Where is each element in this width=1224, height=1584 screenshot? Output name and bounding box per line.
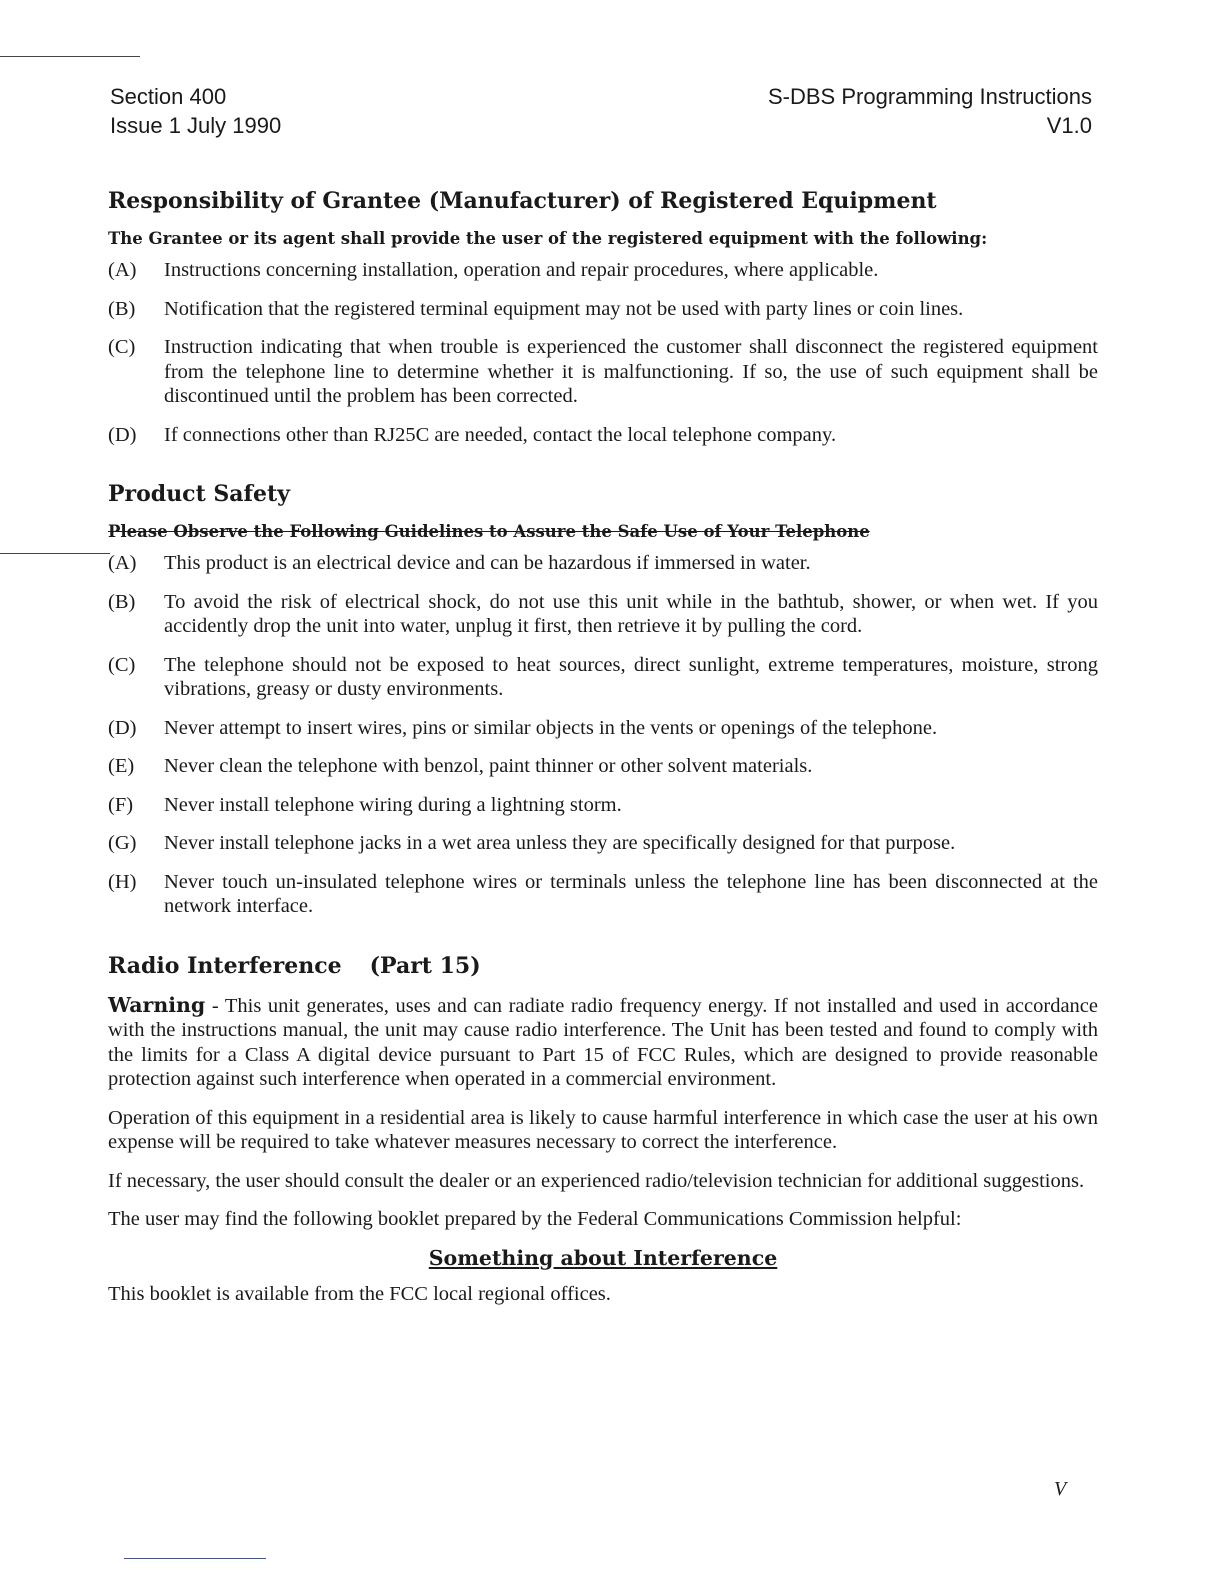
- header-left: [110, 82, 281, 140]
- issue-date: Issue 1 July 1990: [110, 113, 282, 138]
- scan-line-strike: [0, 553, 110, 554]
- item-text: Notification that the registered terminal equipment may not be used with party lines or coin lines.: [164, 297, 964, 320]
- warning-text: - This unit generates, uses and can radiate radio frequency energy. If not installed and used in accordance with the instructions manual, the unit may cause radio interference. The Unit has been tested and found to comply with the limits for a Class A digital device pursuant to Part 15 of FCC Rules, which are designed to provide reasonable protection against such interference when operated in a commercial environment.: [108, 994, 1098, 1090]
- list-item: [108, 831, 1098, 856]
- list-item: [108, 653, 1098, 702]
- safety-heading: Product Safety: [108, 481, 290, 507]
- item-label: (F): [108, 793, 134, 816]
- scan-line-bottom: [124, 1558, 266, 1559]
- booklet-intro: The user may find the following booklet prepared by the Federal Communications Commission helpful:: [108, 1208, 962, 1230]
- item-label: (E): [108, 755, 135, 777]
- item-label: (D): [108, 716, 137, 739]
- warning-paragraph: [108, 993, 1098, 1092]
- safety-section: [108, 479, 1098, 919]
- booklet-availability: This booklet is available from the FCC local regional offices.: [108, 1283, 611, 1305]
- item-text: Instruction indicating that when trouble is experienced the customer shall disconnect the registered equipment from the telephone line to determine whether it is malfunctioning. If so, the use of such equipment shall be discontinued until the problem has been corrected.: [164, 336, 1098, 407]
- item-label: (B): [108, 297, 136, 320]
- item-text: Never attempt to insert wires, pins or similar objects in the vents or openings of the telephone.: [164, 716, 938, 739]
- safety-intro: Please Observe the Following Guidelines to Assure the Safe Use of Your Telephone: [108, 522, 870, 541]
- item-label: (C): [108, 336, 136, 358]
- item-text: Never touch un-insulated telephone wires or terminals unless the telephone line has been disconnected at the network interface.: [164, 870, 1098, 917]
- radio-section: [108, 951, 1098, 1307]
- list-item: [108, 551, 1098, 576]
- responsibility-intro: The Grantee or its agent shall provide the user of the registered equipment with the following:: [108, 229, 988, 248]
- page-content: [108, 186, 1098, 1339]
- list-item: [108, 716, 1098, 741]
- item-label: (A): [108, 259, 137, 281]
- responsibility-heading: Responsibility of Grantee (Manufacturer) of Registered Equipment: [108, 188, 937, 214]
- document-title: S-DBS Programming Instructions: [768, 84, 1092, 109]
- list-item: [108, 297, 1098, 322]
- item-text: Never install telephone jacks in a wet area unless they are specifically designed for that purpose.: [164, 832, 956, 854]
- list-item: [108, 590, 1098, 639]
- item-text: The telephone should not be exposed to heat sources, direct sunlight, extreme temperatures, moisture, strong vibrations, greasy or dusty environments.: [164, 653, 1098, 700]
- item-label: (D): [108, 423, 137, 446]
- page-number: V: [1054, 1478, 1067, 1500]
- section-number: Section 400: [110, 84, 227, 109]
- item-text: To avoid the risk of electrical shock, do not use this unit while in the bathtub, shower, or when wet. If you accidently drop the unit into water, unplug it first, then retrieve it by pulling the cord.: [164, 590, 1098, 637]
- header-right: [768, 82, 1092, 140]
- list-item: [108, 870, 1098, 919]
- item-text: If connections other than RJ25C are needed, contact the local telephone company.: [164, 423, 837, 446]
- consult-paragraph: If necessary, the user should consult the dealer or an experienced radio/television technician for additional suggestions.: [108, 1169, 1085, 1192]
- item-text: Never install telephone wiring during a lightning storm.: [164, 793, 622, 816]
- radio-heading-main: Radio Interference: [108, 952, 342, 979]
- list-item: [108, 258, 1098, 283]
- list-item: [108, 423, 1098, 448]
- item-label: (C): [108, 653, 136, 676]
- scan-line-top: [0, 56, 140, 57]
- list-item: [108, 754, 1098, 779]
- item-label: (H): [108, 870, 137, 893]
- responsibility-section: [108, 186, 1098, 447]
- radio-heading: [108, 951, 1098, 981]
- item-text: This product is an electrical device and can be hazardous if immersed in water.: [164, 552, 811, 574]
- item-label: (A): [108, 552, 137, 574]
- list-item: [108, 793, 1098, 818]
- item-label: (B): [108, 590, 136, 613]
- radio-heading-part: (Part 15): [369, 952, 481, 979]
- item-text: Instructions concerning installation, operation and repair procedures, where applicable.: [164, 259, 879, 281]
- item-text: Never clean the telephone with benzol, paint thinner or other solvent materials.: [164, 755, 813, 777]
- warning-label: Warning: [108, 992, 206, 1017]
- booklet-title: Something about Interference: [428, 1245, 778, 1270]
- list-item: [108, 335, 1098, 409]
- item-label: (G): [108, 832, 137, 854]
- document-version: V1.0: [1046, 113, 1092, 138]
- residential-paragraph: Operation of this equipment in a residential area is likely to cause harmful interference in which case the user at his own expense will be required to take whatever measures necessary to correct the interference.: [108, 1106, 1098, 1153]
